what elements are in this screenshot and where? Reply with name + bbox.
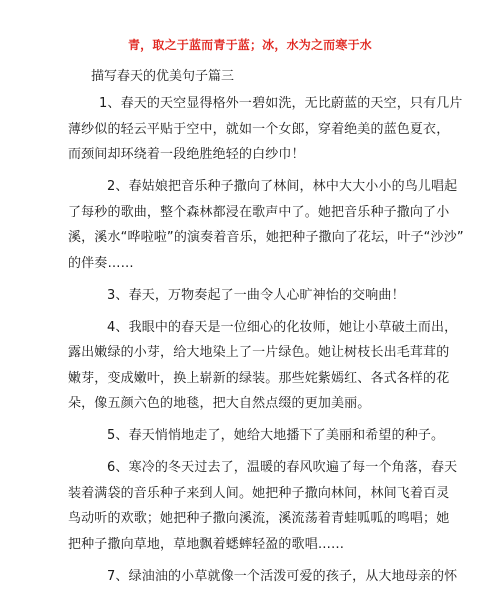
paragraph-7 bbox=[101, 564, 458, 590]
document-title: 描写春天的优美句子篇三 bbox=[91, 69, 235, 84]
paragraph-line: 2、春姑娘把音乐种子撒向了林间，林中大大小小的鸟儿唱起 bbox=[107, 179, 458, 194]
paragraph-line: 了每秒的歌曲，整个森林都浸在歌声中了。她把音乐种子撒向了小 bbox=[68, 204, 450, 220]
paragraph-6 bbox=[68, 455, 458, 557]
paragraph-5 bbox=[101, 423, 445, 449]
paragraph-line: 装着满袋的音乐种子来到人间。她把种子撒向林间，林间飞着百灵 bbox=[68, 485, 450, 501]
paragraph-2 bbox=[68, 174, 464, 276]
header-motto: 青，取之于蓝而青于蓝；冰，水为之而寒于水 bbox=[127, 38, 372, 52]
paragraph-line: 嫩芽，变成嫩叶，换上崭新的绿装。那些姹紫嫣红、各式各样的花 bbox=[68, 370, 450, 386]
paragraph-line: 4、我眼中的春天是一位细心的化妆师，她让小草破土而出， bbox=[107, 319, 458, 335]
paragraph-line: 露出嫩绿的小芽，给大地染上了一片绿色。她让树枝长出毛茸茸的 bbox=[68, 345, 450, 360]
paragraph-line: 而颈间却环绕着一段绝胜绝轻的白纱巾！ bbox=[68, 147, 305, 162]
paragraph-line: 1、春天的天空显得格外一碧如洗，无比蔚蓝的天空，只有几片 bbox=[99, 96, 463, 111]
paragraph-line: 7、绿油油的小草就像一个活泼可爱的孩子，从大地母亲的怀 bbox=[107, 568, 458, 584]
paragraph-3 bbox=[101, 283, 430, 309]
paragraph-line: 朵，像五颜六色的地毯，把大自然点缀的更加美丽。 bbox=[68, 396, 371, 411]
paragraph-line: 3、春天，万物奏起了一曲令人心旷神怡的交响曲！ bbox=[107, 287, 405, 303]
paragraph-line: 5、春天悄悄地走了，她给大地播下了美丽和希望的种子。 bbox=[107, 428, 445, 443]
paragraph-line: 的伴奏…… bbox=[68, 255, 134, 271]
paragraph-line: 6、寒冷的冬天过去了，温暖的春风吹遍了每一个角落，春天 bbox=[107, 460, 458, 475]
document-body bbox=[68, 91, 464, 596]
paragraph-line: 溪，溪水“哗啦啦”的演奏着音乐，她把种子撒向了花坛，叶子“沙沙” bbox=[68, 230, 464, 245]
paragraph-1 bbox=[68, 91, 463, 168]
paragraph-line: 鸟动听的欢歌；她把种子撒向溪流，溪流荡着青蛙呱呱的鸣唱；她 bbox=[68, 511, 450, 526]
paragraph-4 bbox=[68, 315, 458, 417]
paragraph-line: 薄纱似的轻云平贴于空中，就如一个女郎，穿着绝美的蓝色夏衣， bbox=[68, 121, 450, 137]
paragraph-line: 把种子撒向草地，草地飘着蟋蟀轻盈的歌唱…… bbox=[68, 536, 345, 552]
